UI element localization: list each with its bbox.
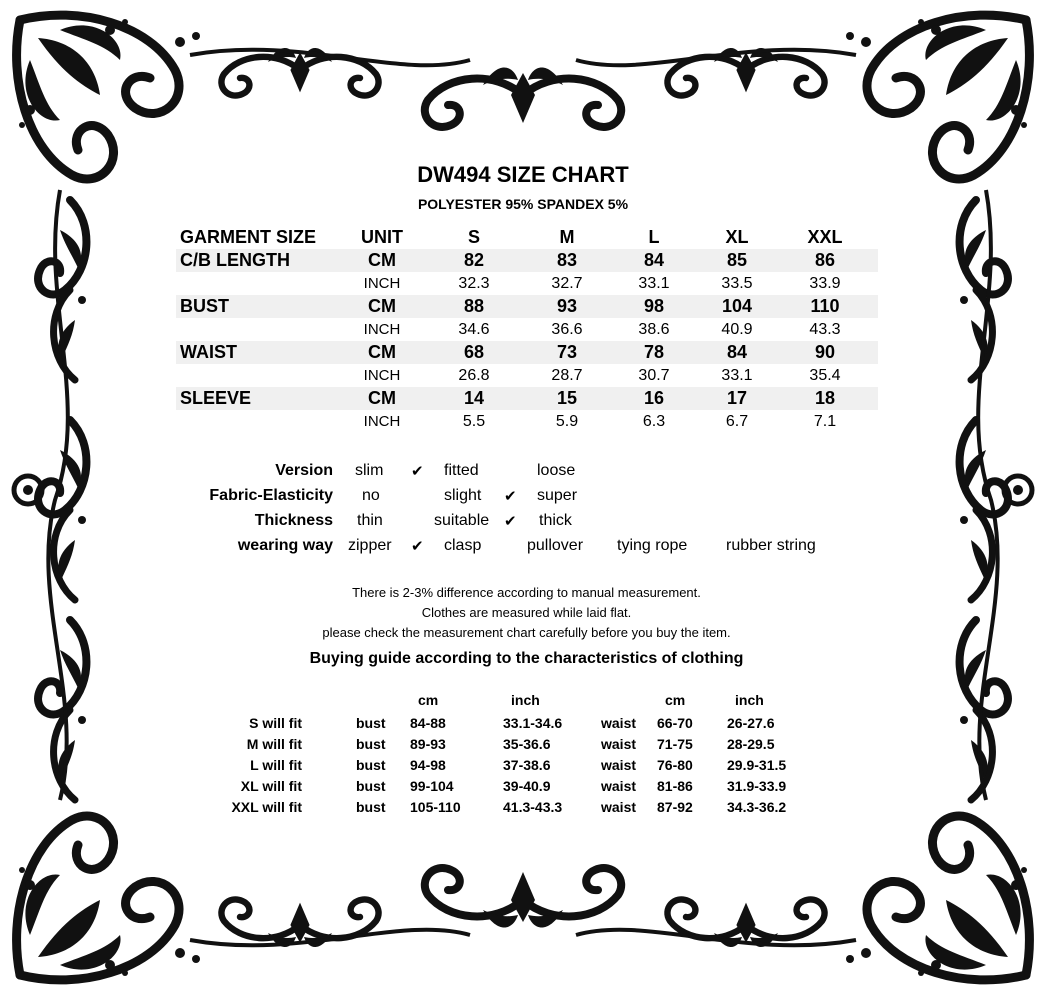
check-icon: ✔ xyxy=(411,538,424,555)
value-cell: 35.4 xyxy=(809,367,841,384)
guide-bust-inch: 37-38.6 xyxy=(503,757,551,773)
char-option: pullover xyxy=(527,537,584,554)
char-option: loose xyxy=(537,462,576,479)
value-cell: 88 xyxy=(463,296,485,316)
guide-header: inch xyxy=(511,692,540,708)
value-cell: 90 xyxy=(814,342,836,362)
guide-bust-cm: 99-104 xyxy=(410,778,454,794)
value-cell: 32.3 xyxy=(458,275,490,292)
guide-size: M will fit xyxy=(246,736,302,752)
char-option: fitted xyxy=(444,462,479,479)
guide-waist-inch: 26-27.6 xyxy=(727,715,775,731)
guide-size: S will fit xyxy=(249,715,302,731)
table-row xyxy=(176,318,878,341)
check-icon: ✔ xyxy=(411,463,424,480)
value-cell: 30.7 xyxy=(638,367,670,384)
guide-bust-label: bust xyxy=(356,799,386,815)
check-icon: ✔ xyxy=(504,513,517,530)
char-option: zipper xyxy=(348,537,392,554)
table-row xyxy=(176,387,878,410)
guide-size: XXL will fit xyxy=(231,799,302,815)
char-option: clasp xyxy=(444,537,482,554)
guide-header: inch xyxy=(735,692,764,708)
guide-size: XL will fit xyxy=(240,778,302,794)
value-cell: 82 xyxy=(463,250,485,270)
char-option: thick xyxy=(539,512,572,529)
value-cell: 33.9 xyxy=(809,275,841,292)
value-cell: 68 xyxy=(463,342,485,362)
value-cell: 84 xyxy=(726,342,748,362)
guide-waist-inch: 28-29.5 xyxy=(727,736,775,752)
char-option: no xyxy=(362,487,380,504)
value-cell: 33.1 xyxy=(638,275,670,292)
char-option: rubber string xyxy=(726,537,816,554)
guide-waist-inch: 29.9-31.5 xyxy=(727,757,787,773)
value-cell: 26.8 xyxy=(458,367,490,384)
measurement-note: please check the measurement chart carefully before you buy the item. xyxy=(322,625,731,640)
value-cell: 5.9 xyxy=(555,413,579,430)
table-row xyxy=(176,295,878,318)
guide-header: cm xyxy=(665,692,686,708)
value-cell: 98 xyxy=(643,296,665,316)
header-size: L xyxy=(648,227,660,247)
check-icon: ✔ xyxy=(504,488,517,505)
guide-bust-cm: 84-88 xyxy=(410,715,446,731)
char-option: thin xyxy=(357,512,383,529)
char-label-version: Version xyxy=(275,462,333,479)
unit-cell: INCH xyxy=(363,367,401,384)
guide-waist-cm: 66-70 xyxy=(657,715,693,731)
row-label: WAIST xyxy=(180,342,237,362)
value-cell: 28.7 xyxy=(551,367,583,384)
value-cell: 32.7 xyxy=(551,275,583,292)
guide-bust-label: bust xyxy=(356,778,386,794)
unit-cell: CM xyxy=(368,388,396,408)
char-option: super xyxy=(537,487,578,504)
header-garment-size: GARMENT SIZE xyxy=(180,227,317,247)
guide-waist-cm: 71-75 xyxy=(657,736,693,752)
row-label: SLEEVE xyxy=(180,388,252,408)
value-cell: 7.1 xyxy=(813,413,837,430)
row-label: BUST xyxy=(180,296,229,316)
guide-waist-cm: 87-92 xyxy=(657,799,693,815)
value-cell: 93 xyxy=(556,296,578,316)
guide-waist-label: waist xyxy=(601,799,637,815)
char-option: slim xyxy=(355,462,384,479)
value-cell: 34.6 xyxy=(458,321,490,338)
char-option: slight xyxy=(444,487,482,504)
guide-bust-inch: 33.1-34.6 xyxy=(503,715,563,731)
guide-waist-label: waist xyxy=(601,778,637,794)
value-cell: 73 xyxy=(556,342,578,362)
value-cell: 40.9 xyxy=(721,321,753,338)
value-cell: 38.6 xyxy=(638,321,670,338)
value-cell: 6.3 xyxy=(642,413,666,430)
size-table-header xyxy=(176,226,878,249)
value-cell: 17 xyxy=(726,388,748,408)
guide-bust-cm: 94-98 xyxy=(410,757,446,773)
char-option: tying rope xyxy=(617,537,688,554)
char-label-elasticity: Fabric-Elasticity xyxy=(209,487,333,504)
unit-cell: INCH xyxy=(363,321,401,338)
table-row xyxy=(176,341,878,364)
value-cell: 110 xyxy=(810,296,840,316)
table-row xyxy=(176,272,878,295)
guide-waist-label: waist xyxy=(601,757,637,773)
guide-header: cm xyxy=(418,692,439,708)
chart-title: DW494 SIZE CHART xyxy=(417,162,629,187)
table-row xyxy=(176,364,878,387)
guide-bust-label: bust xyxy=(356,757,386,773)
guide-size: L will fit xyxy=(250,757,302,773)
guide-bust-cm: 89-93 xyxy=(410,736,446,752)
unit-cell: INCH xyxy=(363,413,401,430)
unit-cell: CM xyxy=(368,342,396,362)
value-cell: 16 xyxy=(643,388,665,408)
value-cell: 86 xyxy=(814,250,836,270)
table-row xyxy=(176,410,878,433)
value-cell: 85 xyxy=(726,250,748,270)
value-cell: 36.6 xyxy=(551,321,583,338)
material-subtitle: POLYESTER 95% SPANDEX 5% xyxy=(417,196,629,212)
buying-guide-title: Buying guide according to the characteristics of clothing xyxy=(309,650,744,667)
guide-waist-label: waist xyxy=(601,736,637,752)
value-cell: 78 xyxy=(643,342,665,362)
value-cell: 18 xyxy=(814,388,836,408)
size-table xyxy=(176,226,878,433)
measurement-note: There is 2-3% difference according to manual measurement. xyxy=(352,585,701,600)
value-cell: 84 xyxy=(643,250,665,270)
char-option: suitable xyxy=(434,512,490,529)
header-unit: UNIT xyxy=(361,227,403,247)
guide-waist-inch: 34.3-36.2 xyxy=(727,799,787,815)
guide-bust-inch: 41.3-43.3 xyxy=(503,799,563,815)
guide-bust-inch: 35-36.6 xyxy=(503,736,551,752)
measurement-note: Clothes are measured while laid flat. xyxy=(421,605,632,620)
unit-cell: CM xyxy=(368,296,396,316)
row-label: C/B LENGTH xyxy=(180,250,290,270)
char-label-wearing-way: wearing way xyxy=(237,537,333,554)
unit-cell: INCH xyxy=(363,275,401,292)
value-cell: 14 xyxy=(463,388,485,408)
value-cell: 33.5 xyxy=(721,275,753,292)
char-label-thickness: Thickness xyxy=(254,512,333,529)
header-size: S xyxy=(467,227,480,247)
header-size: XL xyxy=(725,227,749,247)
guide-waist-cm: 76-80 xyxy=(657,757,693,773)
table-row xyxy=(176,249,878,272)
guide-bust-inch: 39-40.9 xyxy=(503,778,551,794)
value-cell: 83 xyxy=(556,250,578,270)
header-size: XXL xyxy=(807,227,843,247)
value-cell: 15 xyxy=(556,388,578,408)
value-cell: 5.5 xyxy=(462,413,486,430)
guide-waist-inch: 31.9-33.9 xyxy=(727,778,787,794)
guide-bust-label: bust xyxy=(356,715,386,731)
guide-waist-cm: 81-86 xyxy=(657,778,693,794)
guide-waist-label: waist xyxy=(601,715,637,731)
value-cell: 6.7 xyxy=(725,413,749,430)
guide-bust-cm: 105-110 xyxy=(410,799,461,815)
value-cell: 43.3 xyxy=(809,321,841,338)
header-size: M xyxy=(559,227,575,247)
value-cell: 33.1 xyxy=(721,367,753,384)
value-cell: 104 xyxy=(721,296,753,316)
guide-bust-label: bust xyxy=(356,736,386,752)
unit-cell: CM xyxy=(368,250,396,270)
